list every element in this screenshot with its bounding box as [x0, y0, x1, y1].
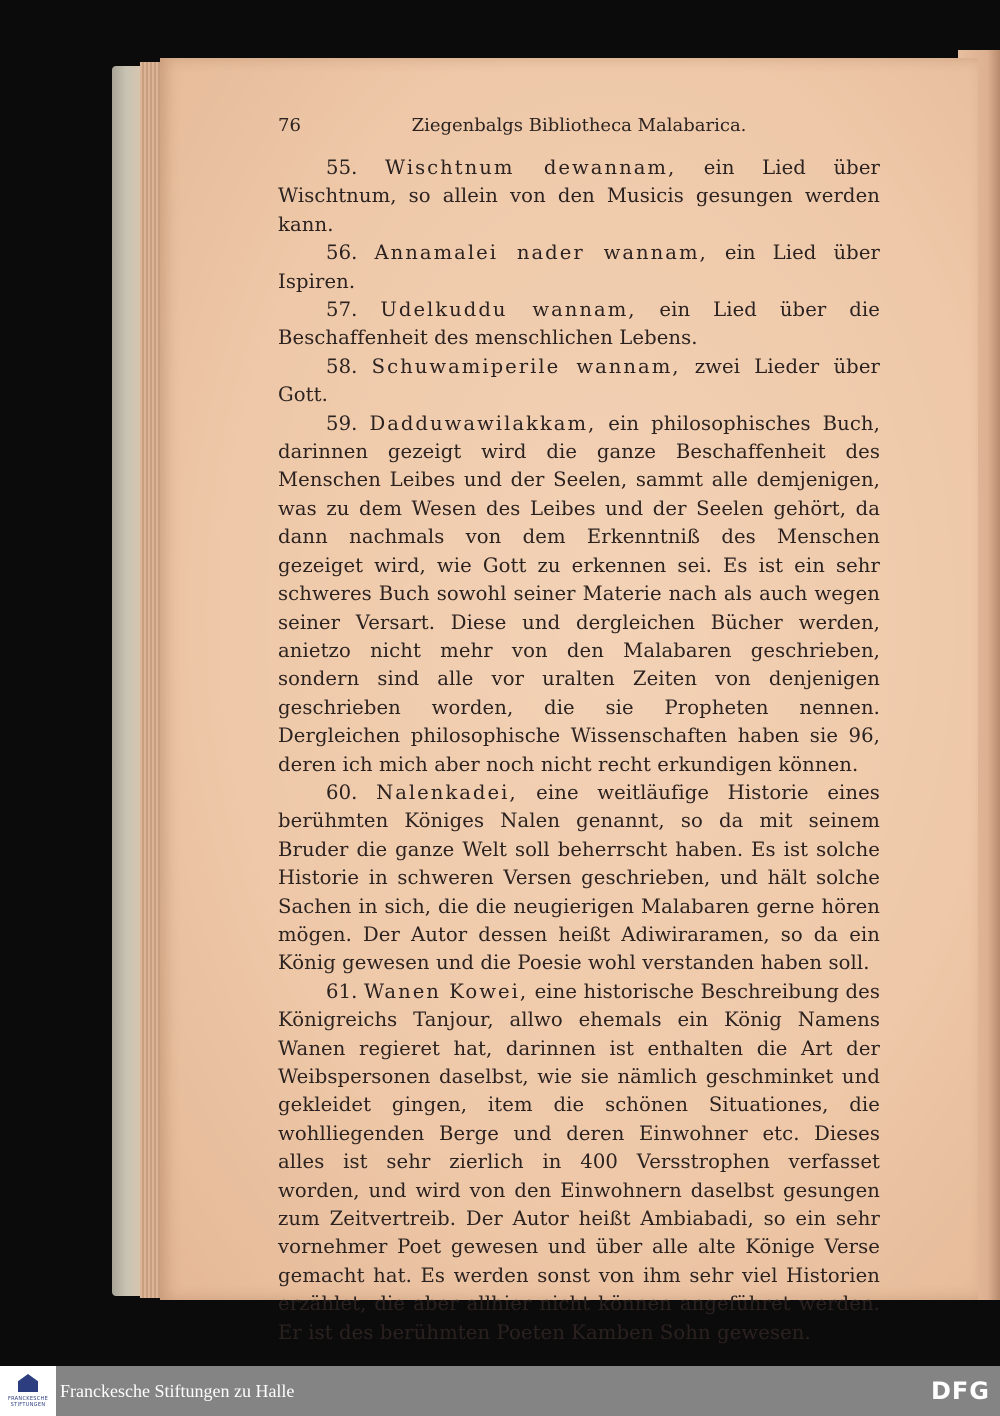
text-block [278, 110, 880, 1347]
building-icon [18, 1374, 38, 1392]
entry-text: eine weitläufige Historie eines berühmten Königes Nalen genannt, so da mit seinem Bruder die ganze Welt soll beherrscht haben. Es ist solche Historie in schweren Versen geschrieben, und hält solche Sachen in sich, die die neugierigen Malabaren gerne hören mögen. Der Autor dessen heißt Adiwiraramen, so da ein König gewesen und die Poesie wohl verstanden haben soll. [278, 780, 880, 975]
entry-title: Schuwamiperile wannam, [371, 354, 681, 378]
entry-title: Udelkuddu wannam, [380, 298, 637, 322]
institution-logo[interactable] [0, 1366, 56, 1416]
entry-number: 58. [326, 354, 358, 378]
entry-text: eine historische Beschreibung des Königreichs Tanjour, allwo ehemals ein König Namens Wanen regieret hat, darinnen ist enthalten die Art der Weibspersonen daselbst, wie sie nämlich geschminket und gekleidet gingen, item die schönen Situationes, die wohlliegenden Berge und deren Einwohner etc. Dieses alles ist sehr zierlich in 400 Versstrophen verfasset worden, und wird von den Einwohnern daselbst gesungen zum Zeitvertreib. Der Autor heißt Ambiabadi, so ein sehr vornehmer Poet gewesen und über alle alte Könige Verse gemacht hat. Es werden sonst von ihm sehr viel Historien erzählet, die aber allhier nicht können angeführet werden. Er ist des berühmten Poeten Kamben Sohn gewesen. [278, 979, 880, 1344]
entry-title: Nalenkadei, [376, 780, 518, 804]
entry-60 [278, 779, 880, 978]
entry-59 [278, 410, 880, 779]
institution-name: Franckesche Stiftungen zu Halle [60, 1381, 295, 1401]
running-head [278, 110, 880, 142]
entry-number: 59. [326, 411, 358, 435]
page-number: 76 [278, 115, 301, 136]
logo-text: FRANCKESCHE STIFTUNGEN [7, 1396, 49, 1408]
entry-title: Wanen Kowei, [363, 979, 529, 1003]
entry-title: Wischtnum dewannam, [385, 156, 677, 179]
entry-title: Dadduwawilakkam, [369, 411, 597, 435]
entry-text: ein Lied über die Beschaffenheit des menschlichen Lebens. [278, 298, 880, 350]
entry-text: zwei Lieder über Gott. [278, 354, 880, 407]
entry-57 [278, 296, 880, 353]
viewer-footer-bar [0, 1366, 1000, 1416]
entry-text: ein Lied über Wischtnum, so allein von den Musicis gesungen werden kann. [278, 156, 880, 236]
running-head-title: Ziegenbalgs Bibliotheca Malabarica. [411, 115, 747, 136]
entry-number: 56. [326, 241, 358, 265]
entry-55 [278, 154, 880, 239]
entry-text: ein Lied über Ispiren. [278, 241, 880, 293]
entry-number: 61. [326, 979, 358, 1003]
entry-number: 60. [326, 780, 358, 804]
entry-61 [278, 978, 880, 1347]
entry-list [278, 154, 880, 1347]
entry-number: 57. [326, 298, 358, 322]
entry-58 [278, 353, 880, 410]
book-page [160, 58, 978, 1344]
entry-56 [278, 239, 880, 296]
entry-text: ein philosophisches Buch, darinnen gezeigt wird die ganze Beschaffenheit des Menschen Leibes und der Seelen, sammt alle demjenigen, was zu dem Wesen des Leibes und der Seelen gehört, da dann nachmals von dem Erkenntniß des Menschen gezeiget wird, wie Gott zu erkennen sei. Es ist ein sehr schweres Buch sowohl seiner Materie nach als auch wegen seiner Versart. Diese und dergleichen Bücher werden, anietzo nicht mehr von den Malabaren geschrieben, sondern sind alle vor uralten Zeiten von denjenigen geschrieben worden, die sie Propheten nennen. Dergleichen philosophische Wissenschaften haben sie 96, deren ich mich aber noch nicht recht erkundigen können. [278, 411, 880, 776]
dfg-logo[interactable]: DFG [930, 1377, 990, 1405]
entry-number: 55. [326, 156, 358, 179]
entry-title: Annamalei nader wannam, [374, 241, 708, 265]
